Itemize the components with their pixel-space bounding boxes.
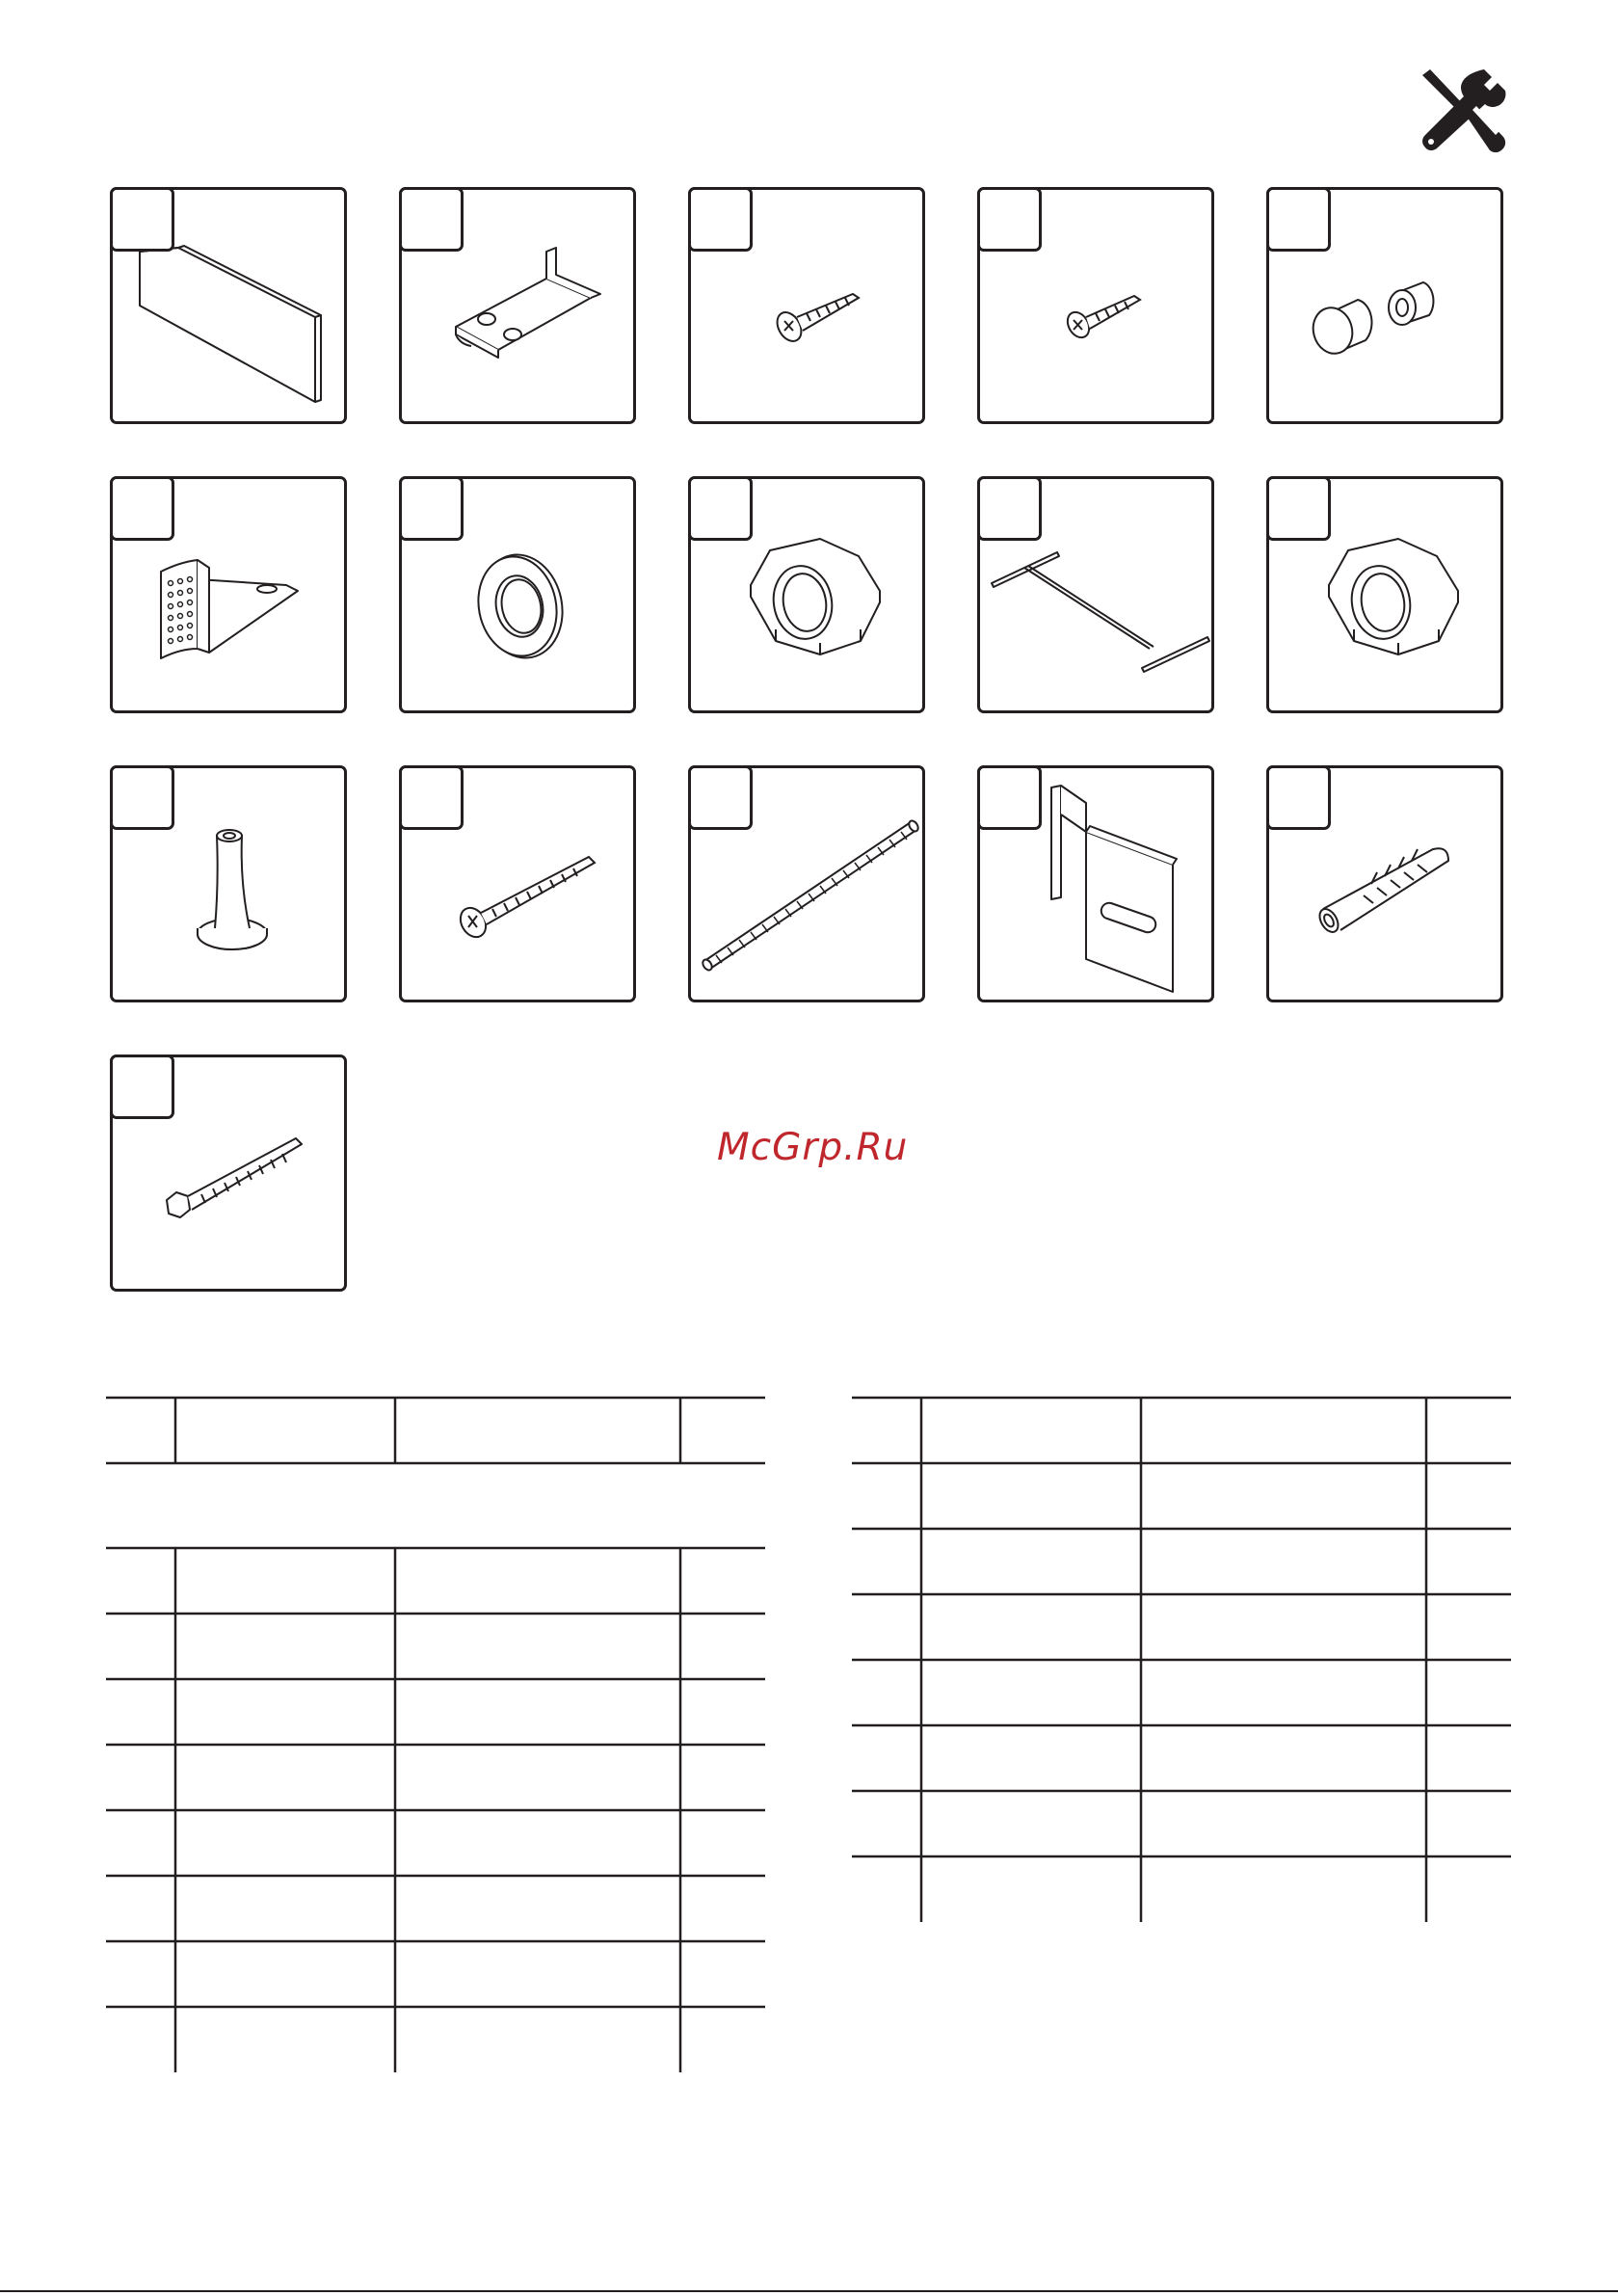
part-box-13 [688,765,925,1002]
part-number-tab [1266,765,1331,830]
part-box-16 [110,1055,347,1292]
part-number-tab [110,1055,174,1119]
part-box-3 [688,187,925,424]
part-number-tab [977,476,1042,541]
part-box-11 [110,765,347,1002]
part-box-9 [977,476,1214,713]
part-number-tab [1266,476,1331,541]
part-number-tab [110,765,174,830]
part-number-tab [110,187,174,252]
parts-table-right [852,1392,1517,1951]
part-box-6 [110,476,347,713]
part-box-12 [399,765,636,1002]
part-box-8 [688,476,925,713]
tools-icon [1417,66,1509,158]
part-box-1 [110,187,347,424]
watermark: McGrp.Ru [717,1126,909,1169]
part-box-15 [1266,765,1503,1002]
part-box-5 [1266,187,1503,424]
part-box-7 [399,476,636,713]
part-box-10 [1266,476,1503,713]
part-number-tab [399,765,464,830]
parts-table-left [106,1392,771,2086]
part-box-2 [399,187,636,424]
part-number-tab [399,476,464,541]
part-number-tab [1266,187,1331,252]
part-number-tab [977,187,1042,252]
part-number-tab [688,476,753,541]
part-number-tab [977,765,1042,830]
part-number-tab [110,476,174,541]
part-number-tab [399,187,464,252]
part-box-14 [977,765,1214,1002]
part-number-tab [688,187,753,252]
part-box-4 [977,187,1214,424]
bottom-rule [0,2290,1618,2292]
part-number-tab [688,765,753,830]
